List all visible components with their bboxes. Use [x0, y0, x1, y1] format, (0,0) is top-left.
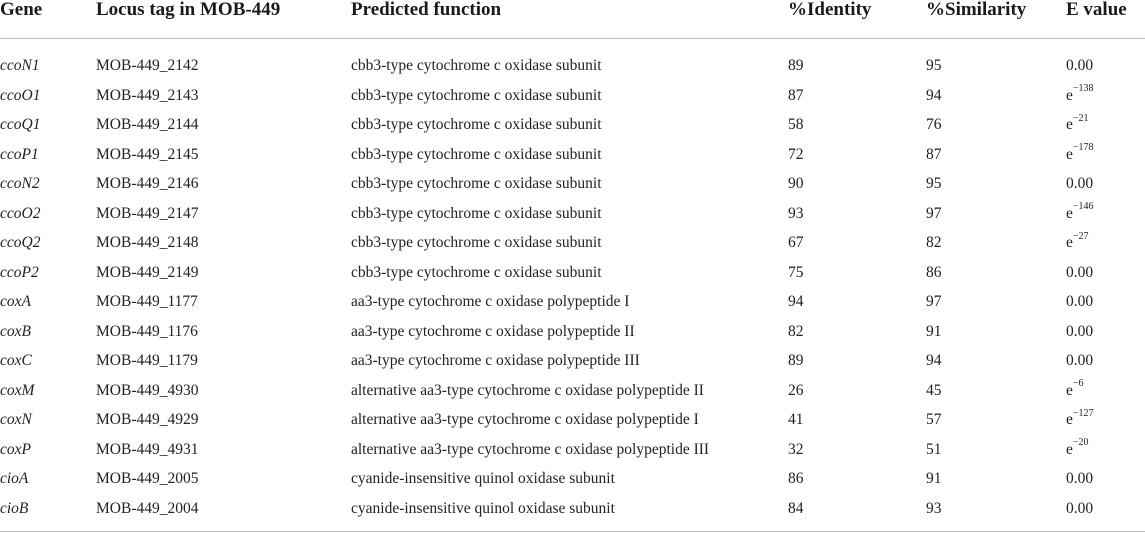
evalue-cell	[1066, 376, 1145, 406]
bottom-rule	[0, 531, 1145, 532]
similarity-cell: 94	[926, 352, 942, 369]
evalue-base: e	[1066, 234, 1073, 251]
similarity-cell: 91	[926, 470, 942, 487]
gene-cell: ccoP2	[0, 263, 39, 281]
table-row	[0, 228, 1145, 258]
function-cell: cbb3-type cytochrome c oxidase subunit	[351, 234, 602, 251]
similarity-cell: 51	[926, 440, 942, 458]
evalue-cell	[1066, 199, 1145, 229]
evalue-cell	[1066, 287, 1145, 317]
gene-cell: ccoO1	[0, 86, 41, 104]
evalue-base: 0.00	[1066, 175, 1094, 192]
identity-cell: 94	[788, 293, 804, 310]
identity-cell: 41	[788, 411, 804, 428]
header-evalue: E value	[1066, 0, 1145, 39]
evalue-exponent: −127	[1072, 407, 1094, 419]
locus-cell: MOB-449_2147	[96, 204, 199, 222]
evalue-cell	[1066, 81, 1145, 111]
header-similarity: %Similarity	[926, 0, 1066, 39]
function-cell: cbb3-type cytochrome c oxidase subunit	[351, 116, 602, 133]
evalue-cell	[1066, 405, 1145, 435]
evalue-base: e	[1066, 381, 1073, 399]
similarity-cell: 97	[926, 293, 942, 310]
function-cell: alternative aa3-type cytochrome c oxidase polypeptide I	[351, 411, 699, 428]
evalue-cell	[1066, 464, 1145, 494]
identity-cell: 72	[788, 145, 804, 163]
gene-cell: ccoQ1	[0, 116, 41, 133]
function-cell: cbb3-type cytochrome c oxidase subunit	[351, 204, 602, 222]
evalue-base: 0.00	[1066, 293, 1094, 310]
table-row	[0, 39, 1145, 81]
similarity-cell: 95	[926, 175, 942, 192]
identity-cell: 87	[788, 86, 804, 104]
table-row	[0, 110, 1145, 140]
locus-cell: MOB-449_2145	[96, 145, 199, 163]
function-cell: cbb3-type cytochrome c oxidase subunit	[351, 145, 602, 163]
gene-cell: coxP	[0, 440, 31, 458]
evalue-exponent: −178	[1072, 142, 1094, 154]
table-row	[0, 317, 1145, 347]
evalue-base: e	[1066, 116, 1073, 133]
identity-cell: 32	[788, 440, 804, 458]
evalue-base: 0.00	[1066, 470, 1094, 487]
similarity-cell: 95	[926, 57, 942, 74]
header-row	[0, 0, 1145, 39]
table-row	[0, 376, 1145, 406]
evalue-cell	[1066, 258, 1145, 288]
gene-cell: ccoO2	[0, 204, 41, 222]
gene-cell: coxA	[0, 293, 31, 310]
evalue-exponent: −20	[1072, 437, 1089, 449]
similarity-cell: 94	[926, 86, 942, 104]
similarity-cell: 97	[926, 204, 942, 222]
function-cell: cbb3-type cytochrome c oxidase subunit	[351, 57, 602, 74]
evalue-cell	[1066, 110, 1145, 140]
similarity-cell: 86	[926, 263, 942, 281]
evalue-base: e	[1066, 145, 1073, 163]
locus-cell: MOB-449_2005	[96, 470, 199, 487]
table-row	[0, 287, 1145, 317]
locus-cell: MOB-449_1179	[96, 352, 198, 369]
identity-cell: 67	[788, 234, 804, 251]
gene-cell: ccoP1	[0, 145, 39, 163]
locus-cell: MOB-449_4930	[96, 381, 199, 399]
gene-cell: coxB	[0, 322, 31, 340]
table-row	[0, 169, 1145, 199]
evalue-cell	[1066, 140, 1145, 170]
evalue-base: e	[1066, 440, 1073, 458]
evalue-exponent: −27	[1072, 230, 1089, 242]
identity-cell: 90	[788, 175, 804, 192]
evalue-base: e	[1066, 204, 1073, 222]
function-cell: cyanide-insensitive quinol oxidase subunit	[351, 470, 615, 487]
evalue-base: 0.00	[1066, 263, 1094, 281]
gene-cell: coxC	[0, 352, 32, 369]
similarity-cell: 76	[926, 116, 942, 133]
header-function: Predicted function	[351, 0, 788, 39]
function-cell: aa3-type cytochrome c oxidase polypeptide II	[351, 322, 635, 340]
evalue-exponent: −146	[1072, 201, 1094, 213]
gene-cell: coxN	[0, 411, 32, 428]
function-cell: cbb3-type cytochrome c oxidase subunit	[351, 86, 602, 104]
similarity-cell: 87	[926, 145, 942, 163]
table-row	[0, 140, 1145, 170]
gene-cell: cioA	[0, 470, 29, 487]
table-row	[0, 464, 1145, 494]
similarity-cell: 45	[926, 381, 942, 399]
evalue-base: e	[1066, 411, 1073, 428]
similarity-cell: 57	[926, 411, 942, 428]
locus-cell: MOB-449_2146	[96, 175, 199, 192]
gene-cell: ccoN1	[0, 57, 40, 74]
evalue-exponent: −21	[1072, 112, 1089, 124]
identity-cell: 84	[788, 499, 804, 517]
similarity-cell: 91	[926, 322, 942, 340]
identity-cell: 86	[788, 470, 804, 487]
evalue-base: 0.00	[1066, 499, 1094, 517]
gene-cell: ccoN2	[0, 175, 40, 192]
locus-cell: MOB-449_1176	[96, 322, 198, 340]
table-row	[0, 346, 1145, 376]
identity-cell: 26	[788, 381, 804, 399]
evalue-cell	[1066, 228, 1145, 258]
locus-cell: MOB-449_2144	[96, 116, 199, 133]
evalue-cell	[1066, 317, 1145, 347]
evalue-exponent: −6	[1072, 378, 1084, 390]
table-row	[0, 405, 1145, 435]
identity-cell: 58	[788, 116, 804, 133]
locus-cell: MOB-449_2143	[96, 86, 199, 104]
locus-cell: MOB-449_4931	[96, 440, 199, 458]
evalue-cell	[1066, 494, 1145, 524]
evalue-base: 0.00	[1066, 322, 1094, 340]
identity-cell: 75	[788, 263, 804, 281]
header-locus: Locus tag in MOB-449	[96, 0, 351, 39]
evalue-cell	[1066, 346, 1145, 376]
evalue-base: 0.00	[1066, 352, 1094, 369]
function-cell: aa3-type cytochrome c oxidase polypeptide III	[351, 352, 640, 369]
evalue-exponent: −138	[1072, 83, 1094, 95]
similarity-cell: 82	[926, 234, 942, 251]
identity-cell: 82	[788, 322, 804, 340]
gene-cell: ccoQ2	[0, 234, 41, 251]
table-row	[0, 494, 1145, 524]
table-row	[0, 199, 1145, 229]
locus-cell: MOB-449_2148	[96, 234, 199, 251]
table-row	[0, 258, 1145, 288]
locus-cell: MOB-449_1177	[96, 293, 198, 310]
function-cell: alternative aa3-type cytochrome c oxidase polypeptide III	[351, 440, 710, 458]
evalue-base: 0.00	[1066, 57, 1094, 74]
locus-cell: MOB-449_2149	[96, 263, 199, 281]
identity-cell: 93	[788, 204, 804, 222]
locus-cell: MOB-449_4929	[96, 411, 199, 428]
function-cell: cyanide-insensitive quinol oxidase subunit	[351, 499, 615, 517]
function-cell: cbb3-type cytochrome c oxidase subunit	[351, 263, 602, 281]
identity-cell: 89	[788, 57, 804, 74]
table-row	[0, 435, 1145, 465]
header-identity: %Identity	[788, 0, 926, 39]
identity-cell: 89	[788, 352, 804, 369]
evalue-base: e	[1066, 86, 1073, 104]
function-cell: aa3-type cytochrome c oxidase polypeptide I	[351, 293, 630, 310]
similarity-cell: 93	[926, 499, 942, 517]
table-row	[0, 81, 1145, 111]
function-cell: alternative aa3-type cytochrome c oxidase polypeptide II	[351, 381, 704, 399]
evalue-cell	[1066, 169, 1145, 199]
header-gene: Gene	[0, 0, 96, 39]
evalue-cell	[1066, 435, 1145, 465]
evalue-cell	[1066, 39, 1145, 81]
locus-cell: MOB-449_2142	[96, 57, 199, 74]
locus-cell: MOB-449_2004	[96, 499, 199, 517]
gene-cell: coxM	[0, 381, 35, 399]
function-cell: cbb3-type cytochrome c oxidase subunit	[351, 175, 602, 192]
gene-cell: cioB	[0, 499, 29, 517]
